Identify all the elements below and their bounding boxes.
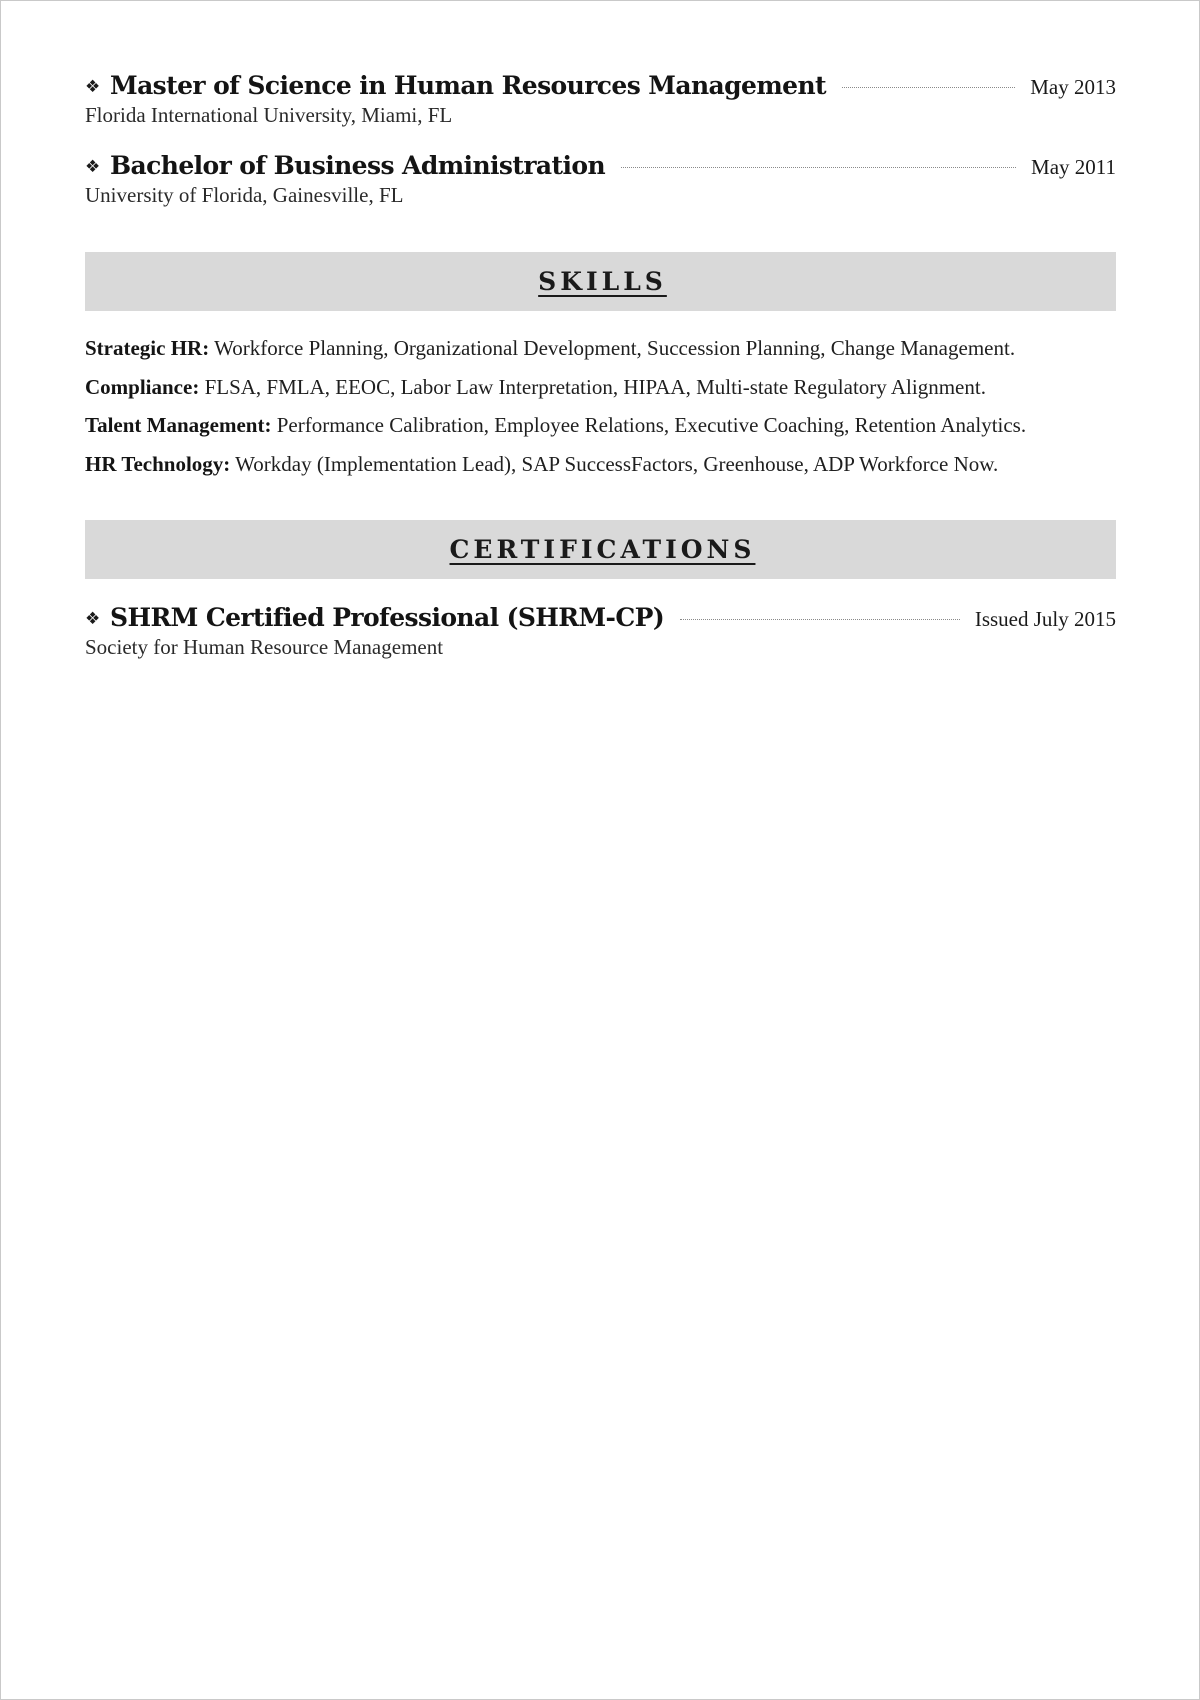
section-title: SKILLS <box>538 267 667 296</box>
skill-line <box>85 375 1116 400</box>
skill-line <box>85 413 1116 438</box>
skill-text: Workforce Planning, Organizational Development, Succession Planning, Change Management. <box>209 336 1016 360</box>
certification-issuer: Society for Human Resource Management <box>85 635 444 659</box>
certification-entry <box>85 603 1116 660</box>
skill-label: Strategic HR: <box>85 336 210 360</box>
skill-line <box>85 452 1116 477</box>
diamond-bullet-icon: ❖ <box>85 157 101 177</box>
certifications-section-header <box>85 520 1116 579</box>
dotted-leader <box>680 619 960 620</box>
diamond-bullet-icon: ❖ <box>85 77 101 97</box>
dotted-leader <box>621 167 1016 168</box>
certification-title: SHRM Certified Professional (SHRM-CP) <box>110 603 665 632</box>
entry-header <box>85 71 1116 100</box>
school-name: University of Florida, Gainesville, FL <box>85 183 404 207</box>
entry-header <box>85 603 1116 632</box>
skill-line <box>85 336 1116 361</box>
skill-text: Performance Calibration, Employee Relations, Executive Coaching, Retention Analytics. <box>271 413 1027 437</box>
degree-title: Bachelor of Business Administration <box>110 151 606 180</box>
entry-header <box>85 151 1116 180</box>
skills-section-header <box>85 252 1116 311</box>
education-entry <box>85 151 1116 208</box>
education-entry <box>85 71 1116 128</box>
skill-text: FLSA, FMLA, EEOC, Labor Law Interpretation, HIPAA, Multi-state Regulatory Alignment. <box>199 375 986 399</box>
skill-label: Compliance: <box>85 375 200 399</box>
degree-title: Master of Science in Human Resources Management <box>110 71 827 100</box>
dotted-leader <box>842 87 1015 88</box>
degree-date: May 2013 <box>1030 75 1116 99</box>
section-title: CERTIFICATIONS <box>449 535 756 564</box>
skill-label: Talent Management: <box>85 413 272 437</box>
skill-text: Workday (Implementation Lead), SAP SuccessFactors, Greenhouse, ADP Workforce Now. <box>230 452 999 476</box>
degree-date: May 2011 <box>1031 155 1116 179</box>
skill-label: HR Technology: <box>85 452 231 476</box>
certification-date: Issued July 2015 <box>974 607 1116 631</box>
school-name: Florida International University, Miami, FL <box>85 103 453 127</box>
diamond-bullet-icon: ❖ <box>85 609 101 629</box>
